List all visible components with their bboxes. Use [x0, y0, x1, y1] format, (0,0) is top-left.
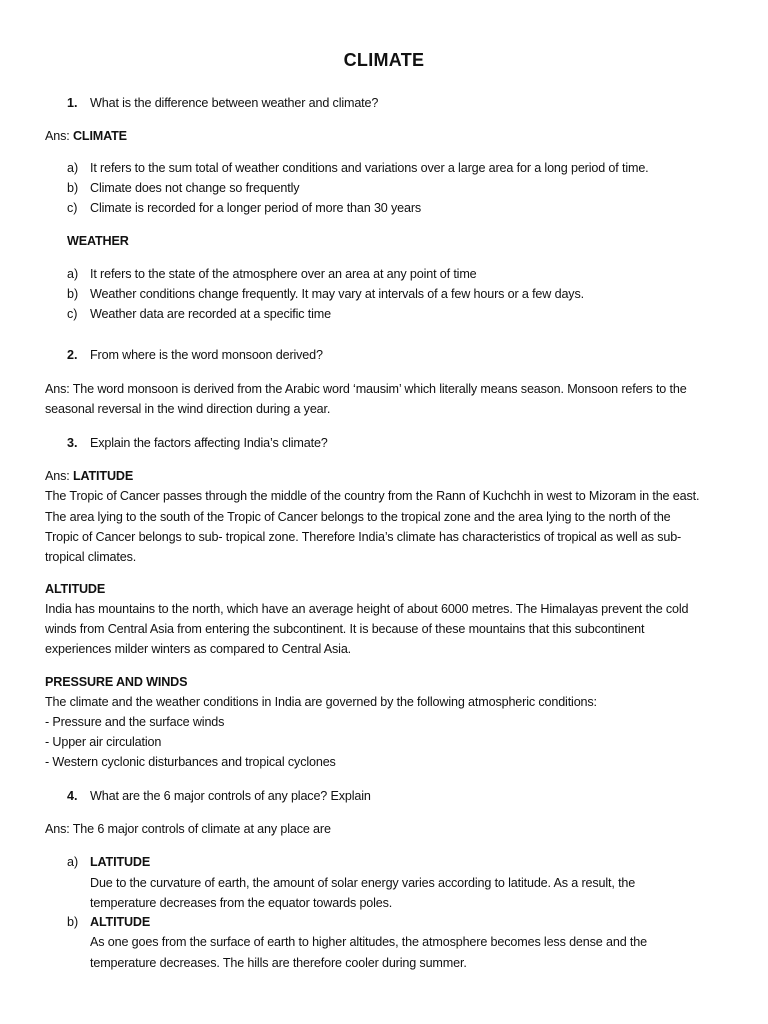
question-2-text: From where is the word monsoon derived?: [90, 348, 323, 362]
question-2-number: 2.: [67, 348, 78, 362]
climate-item-text: It refers to the sum total of weather conditions and variations over a large area for a long period of time.: [90, 161, 649, 175]
pressure-paragraph-line: The climate and the weather conditions in India are governed by the following atmospheric conditions:: [45, 695, 597, 709]
weather-item-label: a): [67, 267, 79, 281]
climate-item-text: Climate is recorded for a longer period of more than 30 years: [90, 201, 422, 215]
altitude-paragraph-line: winds from Central Asia from entering the subcontinent. It is because of these mountains that this subcontinent: [45, 622, 645, 636]
answer-2-line: seasonal reversal in the wind direction during a year.: [45, 402, 331, 416]
answer-3-line: [45, 466, 133, 486]
answer-3-prefix: Ans:: [45, 469, 73, 483]
climate-item-label: a): [67, 161, 79, 175]
control-item-label: b): [67, 915, 79, 929]
question-4-text: What are the 6 major controls of any place? Explain: [90, 789, 371, 803]
altitude-heading: ALTITUDE: [45, 582, 106, 596]
climate-item-label: b): [67, 181, 79, 195]
weather-item-text: Weather conditions change frequently. It may vary at intervals of a few hours or a few days.: [90, 287, 584, 301]
pressure-list-item: - Western cyclonic disturbances and tropical cyclones: [45, 755, 336, 769]
weather-item-text: It refers to the state of the atmosphere over an area at any point of time: [90, 267, 477, 281]
latitude-paragraph-line: The area lying to the south of the Tropic of Cancer belongs to the tropical zone and the area lying to the north of the: [45, 510, 671, 524]
control-item-heading: LATITUDE: [90, 855, 151, 869]
altitude-paragraph-line: India has mountains to the north, which have an average height of about 6000 metres. The Himalayas prevent the cold: [45, 602, 689, 616]
latitude-paragraph-line: Tropic of Cancer belongs to sub- tropical zone. Therefore India’s climate has characteristics of tropical as well as sub-: [45, 530, 682, 544]
latitude-heading: LATITUDE: [72, 469, 134, 483]
control-item-line: temperature decreases from the equator towards poles.: [90, 896, 393, 910]
control-item-heading: ALTITUDE: [90, 915, 151, 929]
altitude-paragraph-line: experiences milder winters as compared to Central Asia.: [45, 642, 352, 656]
question-1-number: 1.: [67, 96, 78, 110]
answer-2-line: Ans: The word monsoon is derived from the Arabic word ‘mausim’ which literally means season. Monsoon refers to the: [45, 382, 687, 396]
pressure-list-item: - Pressure and the surface winds: [45, 715, 225, 729]
climate-item-text: Climate does not change so frequently: [90, 181, 300, 195]
weather-item-label: b): [67, 287, 79, 301]
pressure-heading: PRESSURE AND WINDS: [45, 675, 188, 689]
control-item-line: temperature decreases. The hills are therefore cooler during summer.: [90, 956, 467, 970]
climate-item-label: c): [67, 201, 78, 215]
question-1-text: What is the difference between weather and climate?: [90, 96, 379, 110]
weather-heading: WEATHER: [67, 234, 129, 248]
answer-1-prefix: Ans:: [45, 129, 73, 143]
control-item-line: As one goes from the surface of earth to higher altitudes, the atmosphere becomes less dense and the: [90, 935, 647, 949]
climate-heading: CLIMATE: [72, 129, 127, 143]
weather-item-label: c): [67, 307, 78, 321]
latitude-paragraph-line: tropical climates.: [45, 550, 137, 564]
answer-4-line: Ans: The 6 major controls of climate at any place are: [45, 822, 331, 836]
question-4-number: 4.: [67, 789, 78, 803]
question-3-number: 3.: [67, 436, 78, 450]
control-item-line: Due to the curvature of earth, the amount of solar energy varies according to latitude. As a result, the: [90, 876, 636, 890]
pressure-list-item: - Upper air circulation: [45, 735, 162, 749]
latitude-paragraph-line: The Tropic of Cancer passes through the middle of the country from the Rann of Kuchchh in west to Mizoram in the east.: [45, 489, 700, 503]
control-item-label: a): [67, 855, 79, 869]
weather-item-text: Weather data are recorded at a specific time: [90, 307, 331, 321]
page-title: CLIMATE: [343, 50, 425, 70]
question-3-text: Explain the factors affecting India’s climate?: [90, 436, 328, 450]
answer-1-line: [45, 126, 127, 146]
